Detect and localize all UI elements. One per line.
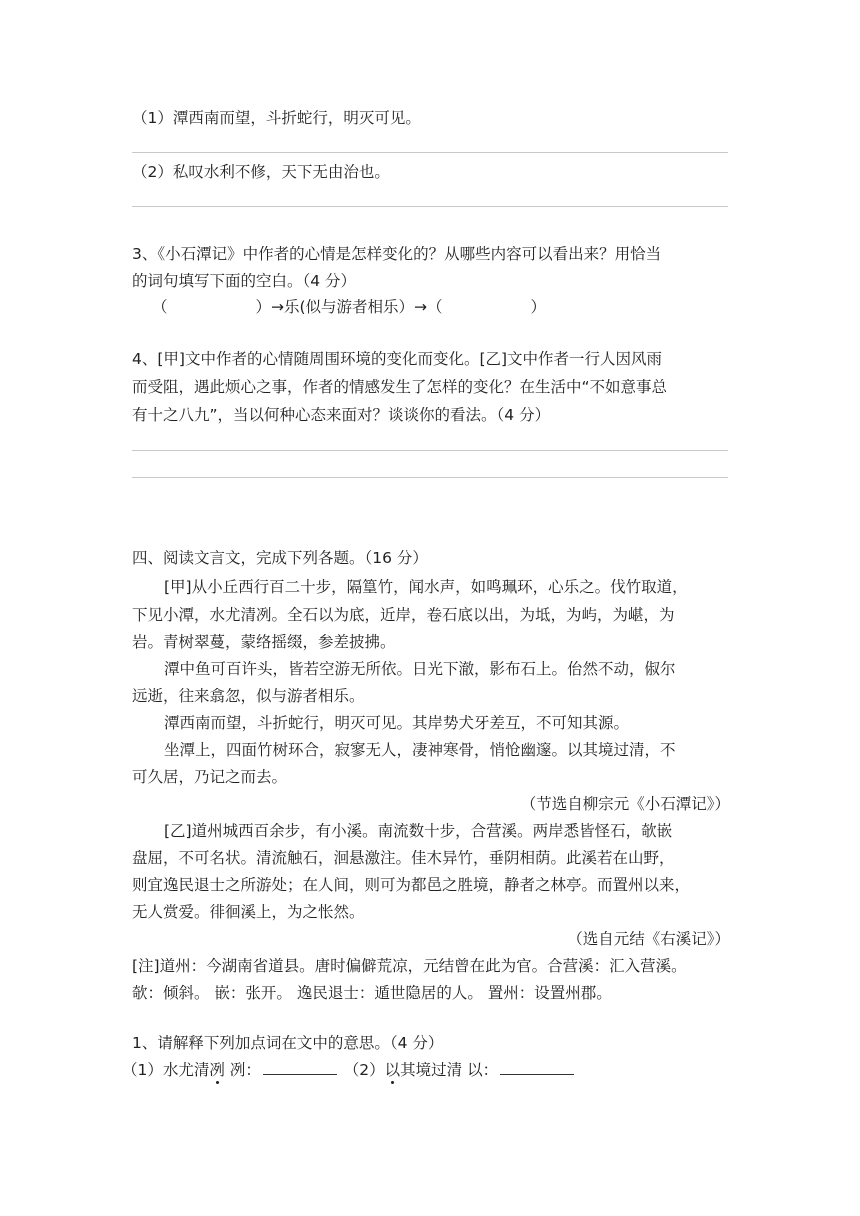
question-3-line-2: 的词句填写下面的空白。（4 分） <box>132 272 357 290</box>
question-4-line-2: 而受阻，遇此烦心之事，作者的情感发生了怎样的变化？在生活中“不如意事总 <box>132 378 668 396</box>
answer-blank[interactable] <box>263 1060 337 1075</box>
part-4-heading: 四、阅读文言文，完成下列各题。（16 分） <box>132 549 428 567</box>
answer-line <box>132 152 728 153</box>
translate-item-1: （1）潭西南而望，斗折蛇行，明灭可见。 <box>132 109 421 127</box>
answer-blank[interactable] <box>500 1060 574 1075</box>
jia-source: （节选自柳宗元《小石潭记》） <box>520 795 730 813</box>
answer-line <box>132 477 728 478</box>
jia-line: 坐潭上，四面竹树环合，寂寥无人，凄神寒骨，悄怆幽邃。以其境过清，不 <box>164 741 676 759</box>
translate-item-2: （2）私叹水利不修，天下无由治也。 <box>132 163 390 181</box>
question-1-prompt: 1、请解释下列加点词在文中的意思。（4 分） <box>132 1034 444 1052</box>
dotted-char: 冽 <box>209 1061 225 1079</box>
note-line: [注]道州：今湖南省道县。唐时偏僻荒凉，元结曾在此为官。合营溪：汇入营溪。 <box>132 957 687 975</box>
question-4-line-3: 有十之八九”，当以何种心态来面对？谈谈你的看法。（4 分） <box>132 406 551 424</box>
blank-open: （ <box>152 298 168 316</box>
answer-line <box>132 206 728 207</box>
note-line: 欹：倾斜。 嵌：张开。 逸民退士：遁世隐居的人。 置州：设置州郡。 <box>132 984 612 1002</box>
jia-line: 潭中鱼可百许头，皆若空游无所依。日光下澈，影布石上。佁然不动，俶尔 <box>164 660 676 678</box>
question-1-items: （1）水尤清冽 冽： （2）以其境过清 以： <box>122 1060 722 1080</box>
jia-line: 下见小潭，水尤清冽。全石以为底，近岸，卷石底以出，为坻，为屿，为嵁，为 <box>132 606 675 624</box>
yi-line: [乙]道州城西百余步，有小溪。南流数十步，合营溪。两岸悉皆怪石，欹嵌 <box>164 822 673 840</box>
yi-line: 则宜逸民退士之所游处；在人间，则可为都邑之胜境，静者之林亭。而置州以来， <box>132 876 691 894</box>
jia-line: 潭西南而望，斗折蛇行，明灭可见。其岸势犬牙差互，不可知其源。 <box>164 714 630 732</box>
blank-middle: ）→乐(似与游者相乐）→（ <box>255 298 443 316</box>
question-3-blanks <box>152 297 752 317</box>
dotted-char: 以 <box>384 1061 401 1079</box>
answer-line <box>132 450 728 451</box>
yi-source: （选自元结《右溪记》） <box>567 930 730 948</box>
jia-line: 远逝，往来翕忽，似与游者相乐。 <box>132 687 365 705</box>
yi-line: 盘屈，不可名状。清流触石，洄悬激注。佳木异竹，垂阴相荫。此溪若在山野， <box>132 849 675 867</box>
jia-line: 岩。青树翠蔓，蒙络摇缀，参差披拂。 <box>132 633 396 651</box>
blank-close: ） <box>530 298 547 316</box>
question-3-line-1: 3、《小石潭记》中作者的心情是怎样变化的？从哪些内容可以看出来？用恰当 <box>132 245 662 263</box>
jia-line: 可久居，乃记之而去。 <box>132 768 288 786</box>
yi-line: 无人赏爱。徘徊溪上，为之怅然。 <box>132 903 365 921</box>
jia-line: [甲]从小丘西行百二十步，隔篁竹，闻水声，如鸣珮环，心乐之。伐竹取道， <box>164 578 688 596</box>
question-4-line-1: 4、[甲]文中作者的心情随周围环境的变化而变化。[乙]文中作者一行人因风雨 <box>132 350 663 368</box>
